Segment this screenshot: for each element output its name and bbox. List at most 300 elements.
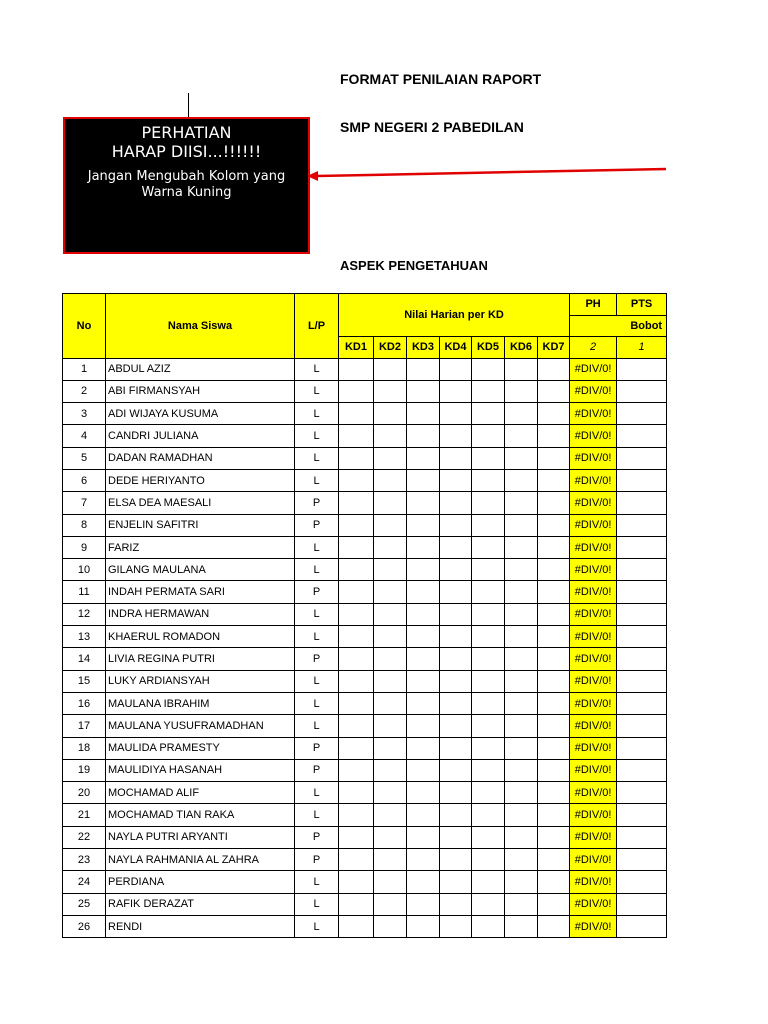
cell-lp: L [295,559,339,581]
cell-kd5[interactable] [472,403,505,425]
cell-kd1[interactable] [339,826,374,848]
table-row [63,804,667,826]
cell-kd1[interactable] [339,737,374,759]
cell-kd7[interactable] [538,603,570,625]
cell-kd3[interactable] [407,559,440,581]
cell-ph: #DIV/0! [570,648,617,670]
cell-pts[interactable] [617,849,667,871]
cell-kd2[interactable] [374,514,407,536]
cell-kd7[interactable] [538,849,570,871]
cell-kd1[interactable] [339,469,374,491]
cell-kd6[interactable] [505,648,538,670]
cell-pts[interactable] [617,603,667,625]
cell-name: INDAH PERMATA SARI [106,581,295,603]
cell-no: 1 [63,358,106,380]
cell-pts[interactable] [617,581,667,603]
notice-box [63,117,310,254]
cell-kd7[interactable] [538,648,570,670]
cell-kd5[interactable] [472,648,505,670]
cell-kd1[interactable] [339,804,374,826]
cell-kd4[interactable] [440,358,472,380]
cell-lp: L [295,403,339,425]
cell-kd5[interactable] [472,826,505,848]
cell-kd2[interactable] [374,358,407,380]
header-kd5: KD5 [472,337,505,359]
cell-ph: #DIV/0! [570,804,617,826]
cell-kd5[interactable] [472,804,505,826]
cell-kd1[interactable] [339,759,374,781]
cell-kd6[interactable] [505,536,538,558]
cell-no: 7 [63,492,106,514]
school-name: SMP NEGERI 2 PABEDILAN [340,119,524,135]
cell-kd6[interactable] [505,559,538,581]
cell-kd2[interactable] [374,826,407,848]
cell-kd6[interactable] [505,759,538,781]
cell-pts[interactable] [617,782,667,804]
cell-kd2[interactable] [374,648,407,670]
cell-name: MOCHAMAD ALIF [106,782,295,804]
cell-kd3[interactable] [407,759,440,781]
cell-kd1[interactable] [339,603,374,625]
cell-kd2[interactable] [374,536,407,558]
cell-kd1[interactable] [339,380,374,402]
cell-kd7[interactable] [538,358,570,380]
cell-kd4[interactable] [440,626,472,648]
cell-kd2[interactable] [374,603,407,625]
cell-kd4[interactable] [440,670,472,692]
cell-kd5[interactable] [472,358,505,380]
cell-kd7[interactable] [538,380,570,402]
cell-no: 26 [63,915,106,937]
header-kd3: KD3 [407,337,440,359]
header-lp: L/P [295,294,339,359]
cell-pts[interactable] [617,559,667,581]
cell-kd5[interactable] [472,581,505,603]
cell-kd5[interactable] [472,759,505,781]
cell-kd2[interactable] [374,469,407,491]
cell-lp: L [295,871,339,893]
cell-kd6[interactable] [505,715,538,737]
cell-ph: #DIV/0! [570,626,617,648]
cell-kd3[interactable] [407,670,440,692]
cell-kd1[interactable] [339,492,374,514]
cell-kd5[interactable] [472,626,505,648]
cell-name: NAYLA PUTRI ARYANTI [106,826,295,848]
grade-table [62,293,667,938]
cell-kd4[interactable] [440,915,472,937]
cell-pts[interactable] [617,871,667,893]
cell-ph: #DIV/0! [570,670,617,692]
table-row [63,559,667,581]
cell-lp: L [295,603,339,625]
cell-kd2[interactable] [374,492,407,514]
notice-message: Jangan Mengubah Kolom yang Warna Kuning [87,169,286,200]
cell-pts[interactable] [617,626,667,648]
cell-kd7[interactable] [538,804,570,826]
cell-lp: L [295,358,339,380]
cell-kd3[interactable] [407,492,440,514]
cell-name: MAULIDIYA HASANAH [106,759,295,781]
cell-kd1[interactable] [339,782,374,804]
cell-kd4[interactable] [440,536,472,558]
cell-kd3[interactable] [407,425,440,447]
cell-lp: P [295,492,339,514]
cell-kd7[interactable] [538,915,570,937]
cell-kd7[interactable] [538,469,570,491]
cell-pts[interactable] [617,759,667,781]
table-row [63,715,667,737]
cell-kd5[interactable] [472,536,505,558]
cell-kd4[interactable] [440,759,472,781]
cell-kd5[interactable] [472,737,505,759]
cell-pts[interactable] [617,469,667,491]
cell-kd4[interactable] [440,559,472,581]
cell-kd3[interactable] [407,826,440,848]
cell-kd6[interactable] [505,782,538,804]
table-row [63,826,667,848]
cell-name: GILANG MAULANA [106,559,295,581]
cell-no: 16 [63,692,106,714]
cell-kd1[interactable] [339,358,374,380]
cell-kd5[interactable] [472,469,505,491]
cell-kd3[interactable] [407,648,440,670]
cell-no: 13 [63,626,106,648]
header-kd2: KD2 [374,337,407,359]
table-row [63,670,667,692]
cell-kd6[interactable] [505,380,538,402]
cell-kd1[interactable] [339,871,374,893]
cell-kd7[interactable] [538,759,570,781]
cell-kd2[interactable] [374,715,407,737]
cell-pts[interactable] [617,536,667,558]
cell-kd4[interactable] [440,447,472,469]
cell-kd2[interactable] [374,782,407,804]
cell-kd7[interactable] [538,737,570,759]
cell-kd2[interactable] [374,871,407,893]
cell-kd4[interactable] [440,603,472,625]
cell-kd2[interactable] [374,425,407,447]
cell-no: 12 [63,603,106,625]
cell-kd5[interactable] [472,447,505,469]
cell-kd3[interactable] [407,581,440,603]
cell-kd7[interactable] [538,626,570,648]
cell-kd4[interactable] [440,804,472,826]
cell-kd7[interactable] [538,893,570,915]
cell-pts[interactable] [617,893,667,915]
cell-kd3[interactable] [407,782,440,804]
cell-kd6[interactable] [505,403,538,425]
cell-kd2[interactable] [374,849,407,871]
cell-kd3[interactable] [407,603,440,625]
cell-kd1[interactable] [339,893,374,915]
cell-name: DEDE HERIYANTO [106,469,295,491]
cell-kd5[interactable] [472,514,505,536]
cell-kd3[interactable] [407,403,440,425]
page-title: FORMAT PENILAIAN RAPORT [340,71,542,87]
cell-kd1[interactable] [339,849,374,871]
cell-kd6[interactable] [505,915,538,937]
cell-no: 15 [63,670,106,692]
cell-pts[interactable] [617,804,667,826]
cell-pts[interactable] [617,403,667,425]
cell-pts[interactable] [617,358,667,380]
cell-kd7[interactable] [538,670,570,692]
cell-kd3[interactable] [407,737,440,759]
cell-kd3[interactable] [407,871,440,893]
cell-kd1[interactable] [339,715,374,737]
cell-kd6[interactable] [505,670,538,692]
cell-kd7[interactable] [538,514,570,536]
cell-kd2[interactable] [374,380,407,402]
cell-kd4[interactable] [440,514,472,536]
cell-lp: L [295,469,339,491]
cell-kd2[interactable] [374,626,407,648]
cell-kd3[interactable] [407,915,440,937]
table-row [63,380,667,402]
cell-no: 4 [63,425,106,447]
cell-pts[interactable] [617,447,667,469]
cell-kd4[interactable] [440,469,472,491]
cell-ph: #DIV/0! [570,514,617,536]
cell-name: MOCHAMAD TIAN RAKA [106,804,295,826]
cell-kd2[interactable] [374,737,407,759]
cell-kd2[interactable] [374,804,407,826]
cell-name: LIVIA REGINA PUTRI [106,648,295,670]
cell-kd5[interactable] [472,425,505,447]
table-row [63,849,667,871]
cell-no: 22 [63,826,106,848]
cell-kd1[interactable] [339,425,374,447]
cell-kd4[interactable] [440,403,472,425]
cell-ph: #DIV/0! [570,893,617,915]
cell-kd5[interactable] [472,559,505,581]
cell-kd7[interactable] [538,826,570,848]
cell-kd2[interactable] [374,447,407,469]
cell-pts[interactable] [617,648,667,670]
cell-pts[interactable] [617,826,667,848]
header-kd4: KD4 [440,337,472,359]
cell-name: RAFIK DERAZAT [106,893,295,915]
header-no: No [63,294,106,359]
cell-kd6[interactable] [505,581,538,603]
cell-kd6[interactable] [505,492,538,514]
table-row [63,871,667,893]
cell-name: NAYLA RAHMANIA AL ZAHRA [106,849,295,871]
cell-kd4[interactable] [440,737,472,759]
cell-lp: P [295,581,339,603]
cell-pts[interactable] [617,737,667,759]
cell-pts[interactable] [617,715,667,737]
cell-kd7[interactable] [538,871,570,893]
cell-kd1[interactable] [339,559,374,581]
cell-pts[interactable] [617,692,667,714]
cell-kd6[interactable] [505,871,538,893]
cell-kd4[interactable] [440,871,472,893]
cell-kd6[interactable] [505,514,538,536]
cell-kd7[interactable] [538,692,570,714]
cell-kd4[interactable] [440,492,472,514]
cell-name: RENDI [106,915,295,937]
cell-kd6[interactable] [505,826,538,848]
cell-kd5[interactable] [472,915,505,937]
cell-kd4[interactable] [440,715,472,737]
cell-kd7[interactable] [538,581,570,603]
cell-pts[interactable] [617,514,667,536]
table-row [63,893,667,915]
cell-pts[interactable] [617,380,667,402]
cell-ph: #DIV/0! [570,358,617,380]
cell-kd6[interactable] [505,358,538,380]
cell-kd3[interactable] [407,849,440,871]
cell-kd7[interactable] [538,536,570,558]
cell-kd2[interactable] [374,670,407,692]
cell-lp: L [295,804,339,826]
cell-lp: L [295,715,339,737]
table-row [63,759,667,781]
cell-pts[interactable] [617,492,667,514]
cell-kd2[interactable] [374,893,407,915]
cell-lp: L [295,915,339,937]
table-row [63,737,667,759]
cell-kd5[interactable] [472,692,505,714]
cell-kd4[interactable] [440,380,472,402]
cell-kd1[interactable] [339,581,374,603]
cell-kd3[interactable] [407,692,440,714]
cell-kd2[interactable] [374,403,407,425]
cell-pts[interactable] [617,670,667,692]
table-row [63,581,667,603]
cell-kd6[interactable] [505,626,538,648]
cell-kd3[interactable] [407,380,440,402]
cell-pts[interactable] [617,425,667,447]
header-kd1: KD1 [339,337,374,359]
cell-lp: P [295,826,339,848]
cell-kd1[interactable] [339,403,374,425]
cell-no: 8 [63,514,106,536]
cell-kd3[interactable] [407,447,440,469]
cell-kd3[interactable] [407,804,440,826]
cell-kd2[interactable] [374,759,407,781]
cell-kd2[interactable] [374,559,407,581]
cell-kd5[interactable] [472,670,505,692]
cell-kd5[interactable] [472,715,505,737]
cell-kd6[interactable] [505,849,538,871]
cell-no: 25 [63,893,106,915]
cell-kd4[interactable] [440,782,472,804]
cell-kd7[interactable] [538,715,570,737]
header-ph: PH [570,294,617,316]
cell-kd6[interactable] [505,893,538,915]
header-pts: PTS [617,294,667,316]
cell-kd7[interactable] [538,447,570,469]
cell-kd3[interactable] [407,514,440,536]
cell-ph: #DIV/0! [570,425,617,447]
cell-kd5[interactable] [472,492,505,514]
cell-name: CANDRI JULIANA [106,425,295,447]
table-row [63,403,667,425]
cell-ph: #DIV/0! [570,559,617,581]
table-row [63,447,667,469]
cell-kd3[interactable] [407,626,440,648]
cell-kd6[interactable] [505,425,538,447]
cell-kd4[interactable] [440,581,472,603]
cell-pts[interactable] [617,915,667,937]
cell-kd6[interactable] [505,603,538,625]
cell-kd1[interactable] [339,536,374,558]
cell-kd3[interactable] [407,893,440,915]
weight-pts: 1 [617,337,667,359]
cell-kd3[interactable] [407,536,440,558]
cell-kd3[interactable] [407,469,440,491]
cell-kd6[interactable] [505,469,538,491]
cell-kd4[interactable] [440,849,472,871]
cell-kd4[interactable] [440,425,472,447]
cell-kd7[interactable] [538,403,570,425]
cell-ph: #DIV/0! [570,581,617,603]
cell-name: KHAERUL ROMADON [106,626,295,648]
cell-kd5[interactable] [472,782,505,804]
cell-kd5[interactable] [472,603,505,625]
cell-no: 23 [63,849,106,871]
cell-kd2[interactable] [374,581,407,603]
cell-kd2[interactable] [374,692,407,714]
cell-kd1[interactable] [339,648,374,670]
cell-lp: P [295,514,339,536]
cell-kd5[interactable] [472,849,505,871]
header-bobot: Bobot [570,315,667,337]
cell-kd5[interactable] [472,893,505,915]
cell-kd7[interactable] [538,782,570,804]
cell-name: PERDIANA [106,871,295,893]
cell-name: MAULIDA PRAMESTY [106,737,295,759]
cell-kd3[interactable] [407,715,440,737]
cell-ph: #DIV/0! [570,536,617,558]
cell-kd4[interactable] [440,893,472,915]
cell-kd4[interactable] [440,648,472,670]
cell-kd1[interactable] [339,626,374,648]
cell-kd5[interactable] [472,380,505,402]
cell-kd6[interactable] [505,804,538,826]
cell-kd6[interactable] [505,447,538,469]
cell-lp: L [295,893,339,915]
cell-kd1[interactable] [339,670,374,692]
cell-kd7[interactable] [538,492,570,514]
cell-no: 18 [63,737,106,759]
cell-kd6[interactable] [505,737,538,759]
cell-kd1[interactable] [339,692,374,714]
cell-kd6[interactable] [505,692,538,714]
cell-ph: #DIV/0! [570,782,617,804]
cell-no: 6 [63,469,106,491]
cell-kd1[interactable] [339,447,374,469]
cell-kd3[interactable] [407,358,440,380]
cell-kd2[interactable] [374,915,407,937]
cell-ph: #DIV/0! [570,737,617,759]
cell-kd5[interactable] [472,871,505,893]
cell-lp: L [295,692,339,714]
header-kd7: KD7 [538,337,570,359]
cell-kd4[interactable] [440,826,472,848]
cell-kd7[interactable] [538,425,570,447]
table-row [63,514,667,536]
cell-kd7[interactable] [538,559,570,581]
cell-kd4[interactable] [440,692,472,714]
cell-ph: #DIV/0! [570,380,617,402]
cell-lp: L [295,425,339,447]
cell-kd1[interactable] [339,514,374,536]
cell-kd1[interactable] [339,915,374,937]
cell-name: ABDUL AZIZ [106,358,295,380]
